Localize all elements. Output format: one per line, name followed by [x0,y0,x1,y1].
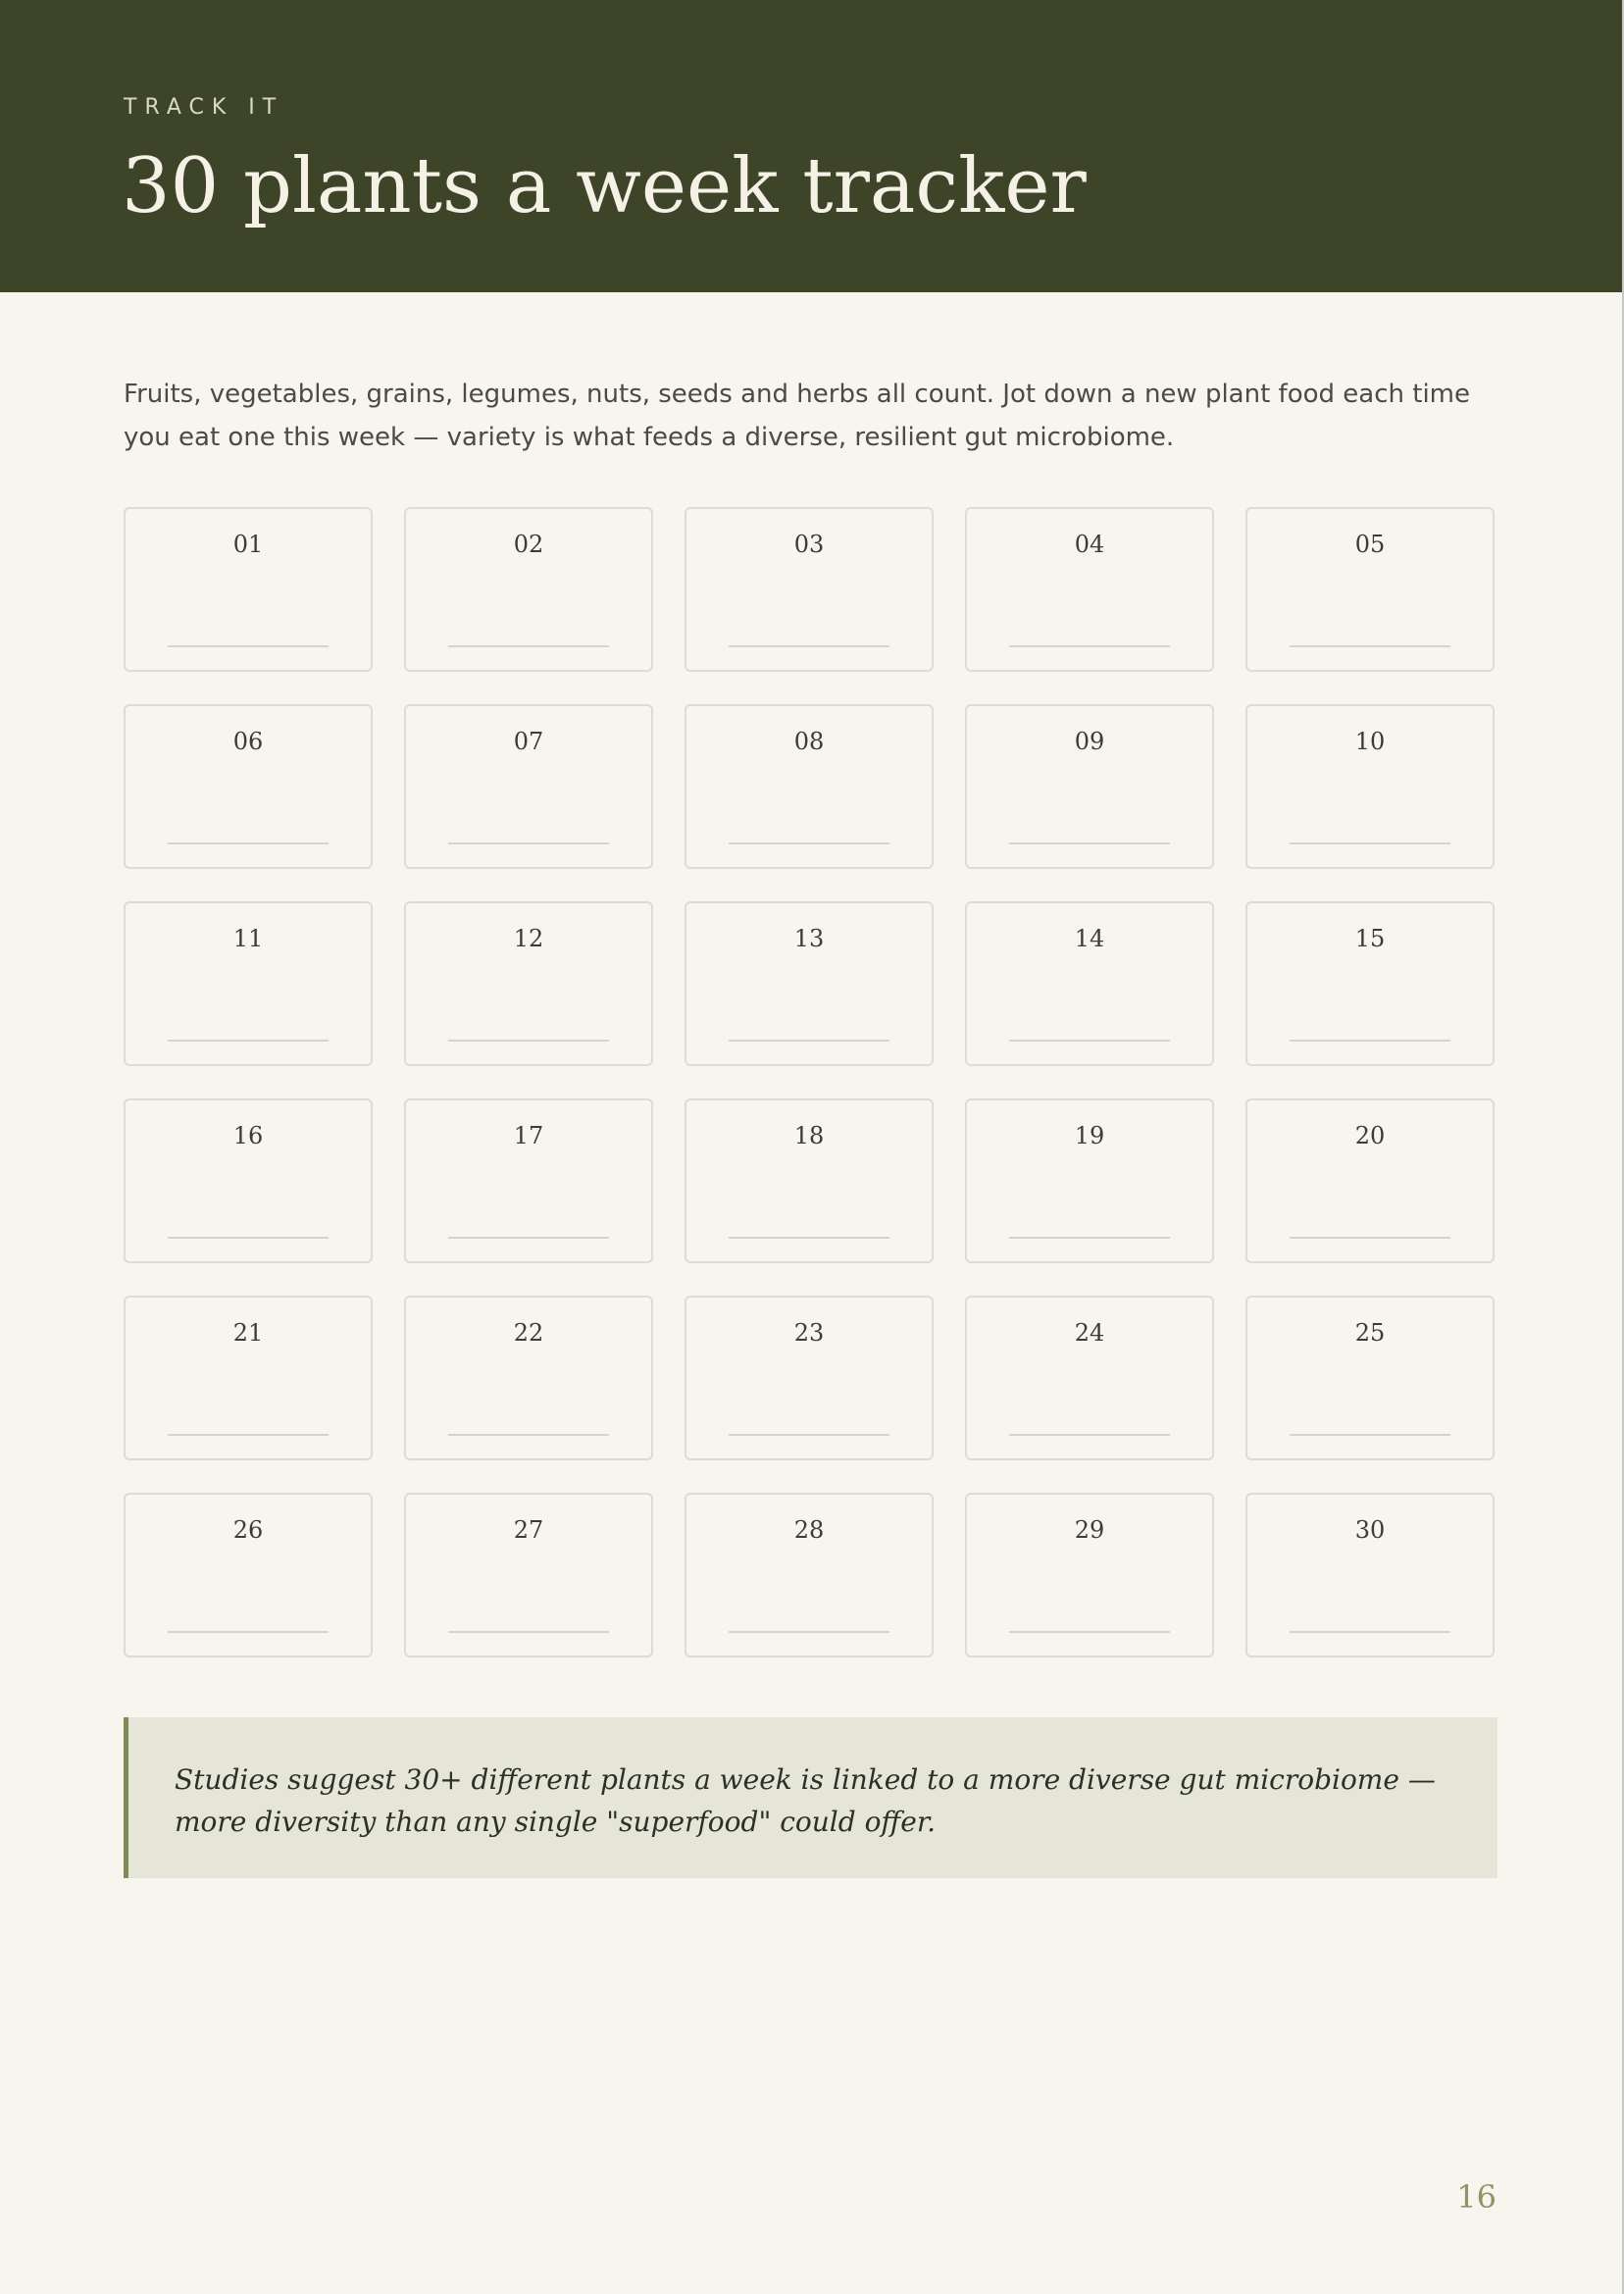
tracker-slot[interactable] [1245,507,1495,672]
slot-number: 23 [793,1319,825,1347]
write-in-line[interactable] [729,1237,889,1239]
slot-number: 10 [1354,728,1386,755]
write-in-line[interactable] [168,1631,329,1633]
tracker-slot[interactable] [1245,1493,1495,1657]
write-in-line[interactable] [729,842,889,844]
write-in-line[interactable] [1009,1434,1170,1436]
write-in-line[interactable] [729,1631,889,1633]
write-in-line[interactable] [729,645,889,647]
tracker-slot[interactable] [965,901,1214,1066]
tracker-slot[interactable] [965,1098,1214,1263]
write-in-line[interactable] [729,1434,889,1436]
write-in-line[interactable] [448,645,609,647]
slot-number: 28 [793,1516,825,1544]
tracker-slot[interactable] [404,507,653,672]
slot-number: 04 [1074,531,1105,558]
tracker-slot[interactable] [1245,1296,1495,1460]
slot-number: 21 [232,1319,264,1347]
plant-tracker-grid [124,507,1497,1657]
slot-number: 20 [1354,1122,1386,1149]
write-in-line[interactable] [448,1434,609,1436]
write-in-line[interactable] [729,1040,889,1042]
write-in-line[interactable] [448,842,609,844]
slot-number: 29 [1074,1516,1105,1544]
slot-number: 03 [793,531,825,558]
tracker-slot[interactable] [685,507,934,672]
slot-number: 11 [232,925,264,952]
write-in-line[interactable] [1290,1434,1450,1436]
slot-number: 12 [513,925,544,952]
write-in-line[interactable] [448,1040,609,1042]
slot-number: 24 [1074,1319,1105,1347]
slot-number: 16 [232,1122,264,1149]
tracker-slot[interactable] [124,1098,373,1263]
slot-number: 13 [793,925,825,952]
research-callout [124,1717,1497,1878]
write-in-line[interactable] [1290,1040,1450,1042]
tracker-slot[interactable] [404,1493,653,1657]
tracker-slot[interactable] [124,1493,373,1657]
tracker-slot[interactable] [124,507,373,672]
tracker-slot[interactable] [1245,1098,1495,1263]
slot-number: 14 [1074,925,1105,952]
write-in-line[interactable] [168,1434,329,1436]
write-in-line[interactable] [1009,1237,1170,1239]
tracker-slot[interactable] [404,1098,653,1263]
tracker-slot[interactable] [965,704,1214,869]
slot-number: 27 [513,1516,544,1544]
tracker-slot[interactable] [685,1493,934,1657]
page-number: 16 [1456,2178,1497,2216]
slot-number: 30 [1354,1516,1386,1544]
slot-number: 05 [1354,531,1386,558]
tracker-slot[interactable] [124,1296,373,1460]
slot-number: 09 [1074,728,1105,755]
page-title: 30 plants a week tracker [122,142,1087,230]
page-header [0,0,1622,292]
write-in-line[interactable] [1009,1631,1170,1633]
slot-number: 22 [513,1319,544,1347]
write-in-line[interactable] [1290,1237,1450,1239]
tracker-slot[interactable] [404,901,653,1066]
tracker-slot[interactable] [404,704,653,869]
tracker-slot[interactable] [1245,704,1495,869]
slot-number: 06 [232,728,264,755]
slot-number: 07 [513,728,544,755]
intro-paragraph: Fruits, vegetables, grains, legumes, nuts, seeds and herbs all count. Jot down a new plant food each time you eat one this week — variety is what feeds a diverse, resilient gut microbiome. [124,380,1470,452]
section-eyebrow: TRACK IT [124,95,284,120]
write-in-line[interactable] [168,1040,329,1042]
slot-number: 18 [793,1122,825,1149]
write-in-line[interactable] [448,1237,609,1239]
tracker-slot[interactable] [124,901,373,1066]
slot-number: 17 [513,1122,544,1149]
tracker-slot[interactable] [685,1098,934,1263]
slot-number: 25 [1354,1319,1386,1347]
write-in-line[interactable] [1290,1631,1450,1633]
tracker-slot[interactable] [1245,901,1495,1066]
tracker-slot[interactable] [685,704,934,869]
tracker-slot[interactable] [685,901,934,1066]
tracker-slot[interactable] [965,507,1214,672]
tracker-slot[interactable] [404,1296,653,1460]
slot-number: 19 [1074,1122,1105,1149]
slot-number: 26 [232,1516,264,1544]
write-in-line[interactable] [168,645,329,647]
tracker-slot[interactable] [685,1296,934,1460]
write-in-line[interactable] [168,1237,329,1239]
write-in-line[interactable] [1290,842,1450,844]
write-in-line[interactable] [1009,1040,1170,1042]
write-in-line[interactable] [1009,842,1170,844]
write-in-line[interactable] [1009,645,1170,647]
write-in-line[interactable] [168,842,329,844]
slot-number: 15 [1354,925,1386,952]
tracker-slot[interactable] [965,1296,1214,1460]
slot-number: 01 [232,531,264,558]
write-in-line[interactable] [1290,645,1450,647]
tracker-slot[interactable] [965,1493,1214,1657]
slot-number: 02 [513,531,544,558]
tracker-slot[interactable] [124,704,373,869]
write-in-line[interactable] [448,1631,609,1633]
slot-number: 08 [793,728,825,755]
callout-text: Studies suggest 30+ different plants a week is linked to a more diverse gut microbiome — more diversity than any single "superfood" could offer. [175,1763,1436,1838]
